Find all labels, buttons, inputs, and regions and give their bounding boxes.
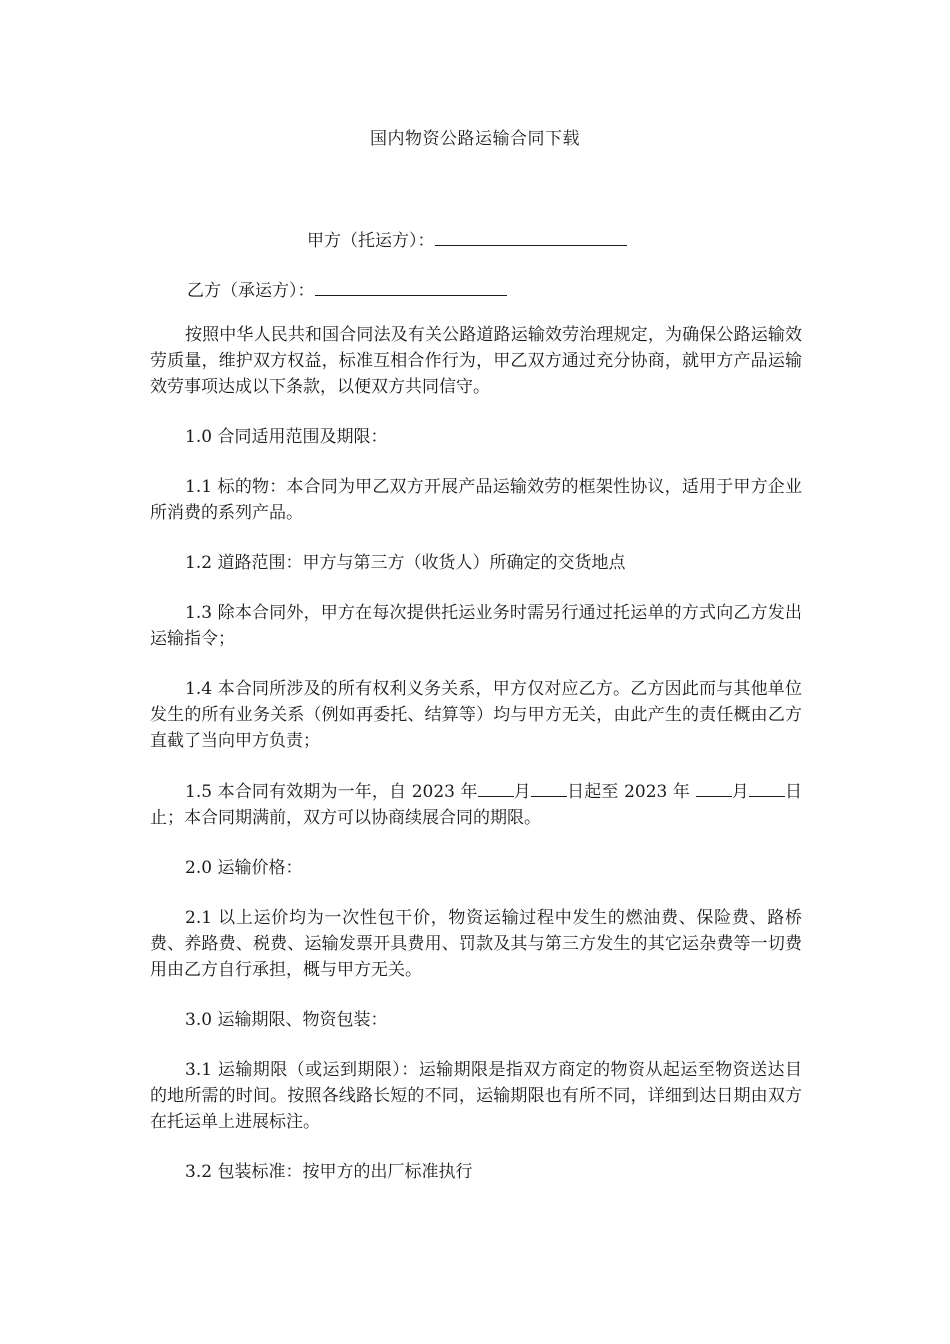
- clause-3-1: 3.1 运输期限（或运到期限）：运输期限是指双方商定的物资从起运至物资送达目的地所需的时间。按照各线路长短的不同，运输期限也有所不同，详细到达日期由双方在托运单上进展标注。: [150, 1060, 802, 1132]
- clause-1-3: 1.3 除本合同外，甲方在每次提供托运业务时需另行通过托运单的方式向乙方发出运输指令；: [150, 603, 802, 649]
- end-month-blank[interactable]: [696, 778, 732, 797]
- clause-1-5-start: 1.5 本合同有效期为一年，自 2023 年: [185, 782, 478, 802]
- document-title: 国内物资公路运输合同下载: [370, 129, 580, 149]
- section-3-0-heading: 3.0 运输期限、物资包装：: [185, 1010, 388, 1030]
- party-a-line: [307, 226, 627, 251]
- section-2-0-heading: 2.0 运输价格：: [185, 858, 303, 878]
- clause-1-5: [150, 778, 802, 831]
- clause-1-1: 1.1 标的物：本合同为甲乙双方开展产品运输效劳的框架性协议，适用于甲方企业所消费的系列产品。: [150, 477, 802, 523]
- party-b-line: [187, 276, 507, 301]
- clause-1-5-month: 月: [513, 782, 531, 802]
- clause-1-5-month-2: 月: [731, 782, 749, 802]
- clause-1-5-end: 日止；本合同期满前，双方可以协商续展合同的期限。: [150, 782, 803, 828]
- party-a-label: 甲方（托运方）：: [307, 231, 435, 251]
- clause-1-5-mid: 日起至 2023 年: [566, 782, 696, 802]
- clause-2-1: 2.1 以上运价均为一次性包干价，物资运输过程中发生的燃油费、保险费、路桥费、养路费、税费、运输发票开具费用、罚款及其与第三方发生的其它运杂费等一切费用由乙方自行承担，概与甲方无关。: [150, 908, 802, 980]
- start-month-blank[interactable]: [478, 778, 514, 797]
- party-a-blank[interactable]: [435, 229, 627, 246]
- section-1-0-heading: 1.0 合同适用范围及期限：: [185, 427, 388, 447]
- clause-1-4: 1.4 本合同所涉及的所有权利义务关系，甲方仅对应乙方。乙方因此而与其他单位发生的所有业务关系（例如再委托、结算等）均与甲方无关，由此产生的责任概由乙方直截了当向甲方负责；: [150, 679, 802, 751]
- start-day-blank[interactable]: [531, 778, 567, 797]
- party-b-blank[interactable]: [315, 279, 507, 296]
- preamble-paragraph: 按照中华人民共和国合同法及有关公路道路运输效劳治理规定，为确保公路运输效劳质量，维护双方权益，标准互相合作行为，甲乙双方通过充分协商，就甲方产品运输效劳事项达成以下条款，以便双方共同信守。: [150, 325, 802, 397]
- party-b-label: 乙方（承运方）：: [187, 281, 315, 301]
- contract-body: [150, 322, 802, 1209]
- clause-1-2: 1.2 道路范围：甲方与第三方（收货人）所确定的交货地点: [185, 553, 626, 573]
- clause-3-2: 3.2 包装标准：按甲方的出厂标准执行: [185, 1162, 473, 1182]
- end-day-blank[interactable]: [749, 778, 785, 797]
